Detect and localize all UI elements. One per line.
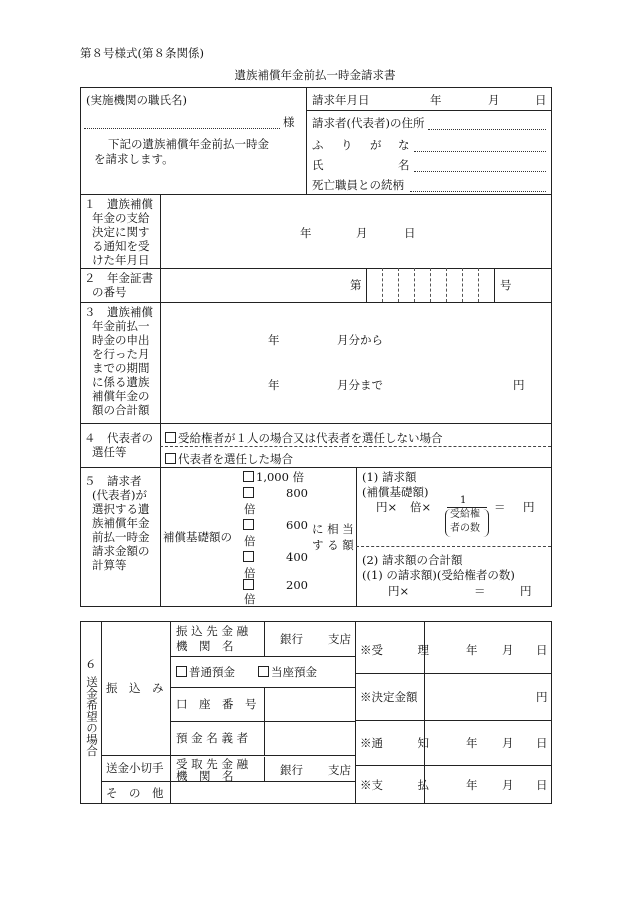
furigana-2: り [341, 138, 353, 152]
calc2-title: (2) 請求額の合計額 [362, 553, 463, 567]
cert-go: 号 [500, 278, 512, 292]
request-month: 月 [488, 93, 500, 107]
row2-label: ２ 年金証書 の番号 [84, 271, 153, 299]
page-title: 遺族補償年金前払一時金請求書 [234, 68, 396, 82]
mult-600[interactable] [243, 518, 256, 532]
bank-label-1: 振 込 先 金 融 [176, 624, 249, 638]
name-line [414, 171, 546, 172]
cert-dai: 第 [350, 278, 362, 292]
payment-month: 月 [502, 778, 514, 792]
address-label: 請求者(代表者)の住所 [312, 116, 425, 130]
agency-head-line [84, 128, 280, 129]
rep-option-2[interactable]: 代表者を選任した場合 [165, 452, 293, 466]
calc1-bai-times: 倍× [410, 500, 432, 514]
calc2-sub: ((1) の請求額)(受給権者の数) [362, 568, 515, 582]
calc1-title: (1) 請求額 [362, 470, 417, 484]
recv-bank-label-2: 機 関 名 [176, 769, 234, 783]
payment-day: 日 [536, 778, 548, 792]
mult-600-bai: 倍 [244, 534, 256, 548]
check-label: 送金小切手 [106, 761, 164, 775]
row1-day: 日 [404, 226, 416, 240]
decision-amount-label: ※決定金額 [360, 690, 418, 704]
row3-to: 月分まで [337, 378, 383, 392]
rep-option-1[interactable]: 受給権者が１人の場合又は代表者を選任しない場合 [165, 431, 443, 445]
request-year: 年 [430, 93, 442, 107]
mult-600-num: 600 [286, 518, 308, 532]
account-holder-label: 預 金 名 義 者 [176, 731, 249, 745]
deposit-ordinary[interactable]: 普通預金 [176, 665, 235, 679]
fraction-den-1: 受給権 [450, 509, 480, 520]
rep-option-2-checkbox[interactable] [165, 453, 176, 464]
relation-label: 死亡職員との続柄 [312, 178, 404, 192]
row3-year-to: 年 [268, 378, 280, 392]
agency-head-label: (実施機関の職氏名) [86, 93, 187, 107]
fraction-den-2: 者の数 [450, 523, 480, 534]
furigana-3: が [370, 138, 382, 152]
row1-label: １ 遺族補償 年金の支給 決定に関す る通知を受 けた年月日 [84, 197, 153, 267]
furigana-1: ふ [312, 138, 324, 152]
calc2-yen-times: 円× [388, 584, 410, 598]
section6-label: 送金希望の場合 [85, 676, 99, 757]
mult-800-num: 800 [286, 486, 308, 500]
notice-day: 日 [536, 736, 548, 750]
deposit-current[interactable]: 当座預金 [258, 665, 317, 679]
mult-200[interactable] [243, 578, 256, 592]
request-date-label: 請求年月日 [312, 93, 370, 107]
request-day: 日 [535, 93, 547, 107]
furigana-line [414, 151, 546, 152]
row3-yen: 円 [513, 378, 525, 392]
calc1-yen-times: 円× [376, 500, 398, 514]
row3-label: ３ 遺族補償 年金前払一 時金の申出 を行った月 までの期間 に係る遺族 補償年金の 額の合計額 [84, 305, 153, 417]
calc2-eq: ＝ [474, 584, 486, 598]
form-number: 第８号様式(第８条関係) [80, 46, 204, 60]
mult-600-checkbox[interactable] [243, 519, 254, 530]
name-label-2: 名 [398, 158, 410, 172]
address-line [428, 129, 546, 130]
mult-1000-checkbox[interactable] [243, 471, 254, 482]
section6-num: ６ [85, 657, 97, 671]
mult-200-num: 200 [286, 578, 308, 592]
receipt-day: 日 [536, 643, 548, 657]
mult-800[interactable] [243, 486, 256, 500]
receipt-label: ※受 理 [360, 643, 429, 657]
receipt-month: 月 [502, 643, 514, 657]
row3-from: 月分から [337, 333, 383, 347]
row1-year: 年 [300, 226, 312, 240]
request-text-2: を請求します。 [94, 152, 174, 166]
fraction-numerator: 1 [460, 495, 467, 506]
row5-label: ５ 請求者 (代表者)が 選択する遺 族補償年金 前払一時金 請求金額の 計算等 [84, 474, 150, 572]
transfer-bank[interactable]: 銀行 [280, 632, 303, 646]
relation-line [410, 191, 546, 192]
notice-label: ※通 知 [360, 736, 429, 750]
request-text-1: 下記の遺族補償年金前払一時金 [108, 137, 269, 151]
decision-yen: 円 [536, 690, 548, 704]
rep-option-1-checkbox[interactable] [165, 432, 176, 443]
calc2-yen: 円 [520, 584, 532, 598]
account-number-label: 口 座 番 号 [176, 697, 257, 711]
deposit-ordinary-checkbox[interactable] [176, 666, 187, 677]
notice-year: 年 [466, 736, 478, 750]
mult-800-checkbox[interactable] [243, 487, 254, 498]
mult-200-bai: 倍 [244, 592, 256, 606]
mult-200-checkbox[interactable] [243, 579, 254, 590]
recv-branch[interactable]: 支店 [328, 763, 351, 777]
base-amount-label: 補償基礎額の [163, 530, 232, 544]
equiv-1: に 相 当 [312, 522, 354, 536]
bank-label-2: 機 関 名 [176, 639, 234, 653]
transfer-branch[interactable]: 支店 [328, 632, 351, 646]
equiv-2: す る 額 [312, 538, 354, 552]
deposit-current-checkbox[interactable] [258, 666, 269, 677]
mult-800-bai: 倍 [244, 502, 256, 516]
furigana-4: な [398, 138, 410, 152]
name-label-1: 氏 [312, 158, 324, 172]
mult-1000[interactable]: 1,000 倍 [243, 470, 304, 484]
other-label: そ の 他 [106, 786, 164, 800]
row4-label: ４ 代表者の 選任等 [84, 431, 153, 459]
recv-bank-label-1: 受 取 先 金 融 [176, 757, 249, 771]
transfer-label: 振 込 み [106, 681, 164, 695]
calc1-sub: (補償基礎額) [362, 485, 429, 499]
honorific: 様 [283, 115, 295, 129]
row1-month: 月 [356, 226, 368, 240]
mult-400-num: 400 [286, 550, 308, 564]
row3-year-from: 年 [268, 333, 280, 347]
receipt-year: 年 [466, 643, 478, 657]
notice-month: 月 [502, 736, 514, 750]
mult-400-bai: 倍 [244, 566, 256, 580]
calc1-yen: 円 [523, 500, 535, 514]
calc1-eq: ＝ [494, 500, 506, 514]
payment-label: ※支 払 [360, 778, 429, 792]
mult-400-checkbox[interactable] [243, 551, 254, 562]
recv-bank[interactable]: 銀行 [280, 763, 303, 777]
payment-year: 年 [466, 778, 478, 792]
mult-400[interactable] [243, 550, 256, 564]
